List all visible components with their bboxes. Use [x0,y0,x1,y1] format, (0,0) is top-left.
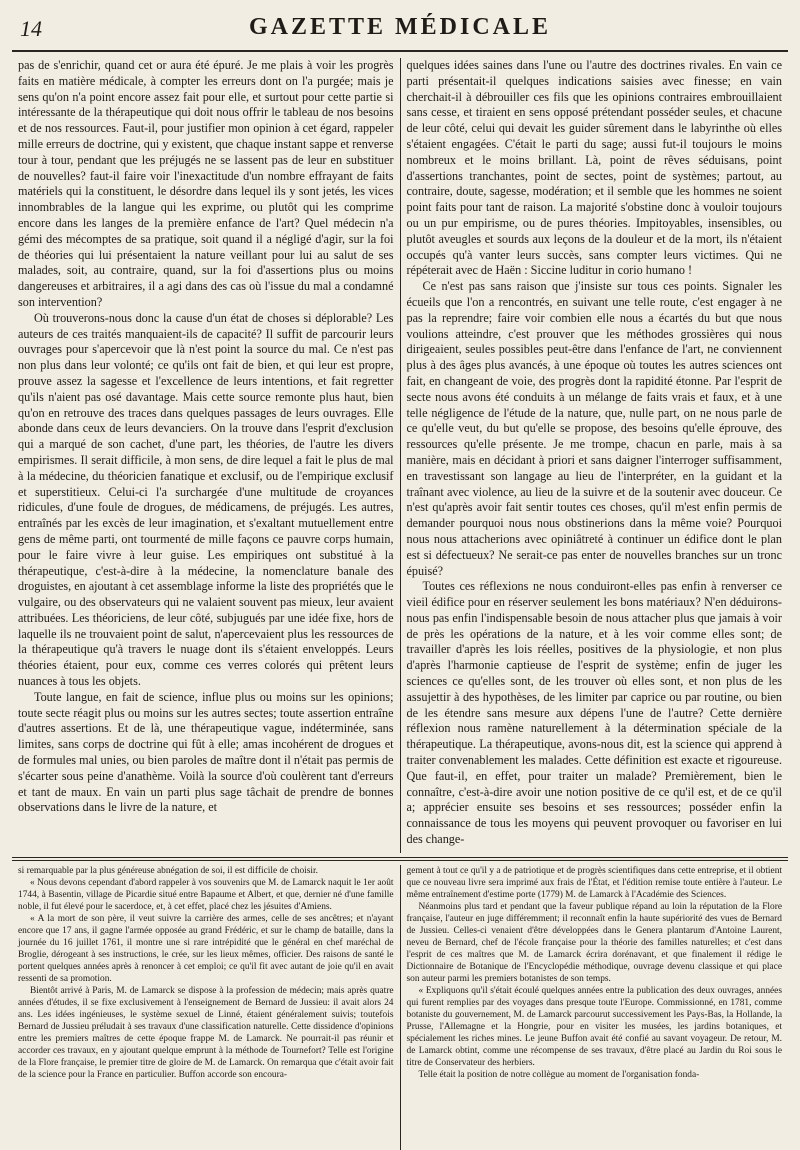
footnote-left-column [12,865,401,1150]
article-paragraph: Où trouverons-nous donc la cause d'un état de choses si déplorable? Les auteurs de ces traités manquaient-ils de capacité? Il suffit de parcourir leurs ouvrages pour s'apercevoir que là n'est point la source du mal. Ce n'est pas non plus dans leur volonté; ce qu'ils ont fait de bien, et qui leur est propre, prouve assez la sagesse et l'excellence de leurs intentions, et fait regretter qu'ils n'aient pas osé davantage. Mais cette source remonte plus haut, bien qu'on en retrouve des traces dans quelques passages de leurs ouvrages. Elle abonde dans ceux de leurs devanciers. On la trouve dans l'esprit d'exclusion qui a marqué de son cachet, d'une part, les théories, de l'autre les divers empirismes. Il serait difficile, à mon sens, de dire lequel a fait le plus de mal à la médecine, du théoricien fanatique et exclusif, ou de l'empirique exclusif et superstitieux. Celui-ci l'a surchargée d'une multitude de croyances ridicules, d'une foule de drogues, de médicamens, de préjugés. Les autres, entraînés par les excès de leur imagination, et s'exaltant mutuellement entre gens de même parti, ont tourmenté de mille façons ce pauvre corps humain, pour le faire vivre à leur guise. Les empiriques ont substitué à la thérapeutique, c'est-à-dire à la médecine, la nomenclature banale des droguistes, en ajoutant à cet assemblage informe la liste des propriétés que le vulgaire, ou des observateurs qui ne valaient souvent pas mieux, leur avaient attribuées. Les théoriciens, de leur côté, subjugués par une idée fixe, hors de laquelle ils ne trouvaient point de salut, n'apercevaient plus les ressources de la thérapeutique qu'à travers le nuage dont ils s'étaient enveloppés. Leurs théories étaient, pour eux, comme ces verres colorés qui prêtent leurs nuances à tous les objets. [18,310,394,689]
footnote-right-column [401,865,789,1150]
footnote-paragraph: « Expliquons qu'il s'était écoulé quelques années entre la publication des deux ouvrages, années qui furent remplies par des voyages dans presque toute l'Europe. Commissionné, en 1781, comme botaniste du gouvernement, M. de Lamarck parcourut successivement les Pays-Bas, la Hollande, la Prusse, l'Allemagne et la Hongrie, pour en visiter les musées, les jardins botaniques, et spécialement les riches mines. Le jeune Buffon avait été confié au savant voyageur. De retour, M. de Lamarck obtint, comme une récompense de ses travaux, d'être placé au Jardin du Roi sous le titre de Conservateur des herbiers. [406,986,782,1068]
main-article [12,58,788,853]
journal-title: GAZETTE MÉDICALE [248,14,552,40]
footnote-section [12,865,788,1150]
footnote-paragraph: si remarquable par la plus généreuse abnégation de soi, il est difficile de choisir. [18,866,318,876]
footnote-paragraph: Telle était la position de notre collègue au moment de l'organisation fonda- [418,1070,700,1080]
page-number: 14 [20,16,42,41]
article-paragraph: Toutes ces réflexions ne nous conduiront-elles pas enfin à renverser ce vieil édifice pour en réserver seulement les bons matériaux? N'en déduirons-nous pas enfin l'indispensable besoin de nous attacher plus que jamais à voir de près les opérations de la nature, et à les voir comme elles sont; de travailler d'après les lois réelles, positives de la physiologie, et non plus d'après l'harmonie captieuse de l'esprit de système; enfin de juger les sciences ce qu'elles sont, de les trouver où elles sont, et non plus de les assujettir à des hypothèses, de les limiter par caprice ou par routine, ou bien de les étendre sans mesure aux dépens l'une de l'autre? Cette dernière réflexion nous ramène naturellement à la détermination spéciale de la thérapeutique. La thérapeutique, avons-nous dit, est la science qui apprend à traiter convenablement les malades. Cette définition est exacte et rigoureuse. Que faut-il, en effet, pour traiter un malade? Premièrement, bien le connaître, c'est-à-dire avoir une notion positive de ce qu'il est, et de ce qu'il a; apprécier ensuite ses besoins et ses ressources; posséder enfin la connaissance de tous les moyens qui peuvent provoquer ou favoriser en lui des change- [406,579,782,847]
article-paragraph: pas de s'enrichir, quand cet or aura été épuré. Je me plais à voir les progrès faits en matière médicale, à compter les erreurs dont on l'a purgée; mais je sens qu'on n'a point encore assez fait pour elle, et surtout pour cette partie si intéressante de la thérapeutique qui doit nous offrir le tableau de nos besoins et de nos ressources. Faut-il, pour justifier mon opinion à cet égard, rappeler mille erreurs de doctrine, qui y existent, que chaque instant sappe et renverse tour à tour, pendant que les préjugés ne se lassent pas de leur en substituer de nouvelles? faut-il faire voir l'inexactitude d'un nombre effrayant de faits matériels qui la constituent, le désordre dans lequel ils y sont jetés, les vices innombrables de la langue qui les exprime, ou plutôt qui les comprime encore dans les langes de la première enfance de l'art? Quel médecin n'a gémi des mécomptes de sa pratique, soit quand il a négligé d'agir, sur la foi de théories qui lui présentaient la nature veillant pour lui au salut de ses malades, soit, au contraire, quand, sur la foi d'assertions plus ou moins dangereuses et arbitraires, il a agi dans des cas où l'issue du mal a condamné son intervention? [18,58,394,309]
main-left-column [12,58,401,853]
article-paragraph: Ce n'est pas sans raison que j'insiste sur tous ces points. Signaler les écueils que l'on a rencontrés, en suivant une telle route, c'est engager à ne pas la reprendre; faire voir combien elle nous a écartés du but que nous voulions atteindre, c'est prouver que les méthodes grossières qui nous dirigeaient, seules possibles peut-être dans l'enfance de l'art, ne conviennent plus à des âges plus avancés, à une époque où toutes les autres sciences ont fait, en changeant de voie, des progrès dont la rapidité étonne. Par l'esprit de secte nous avons été conduits à un mélange de faits vrais et faux, et à une telle négligence de l'étude de la nature, que, nulle part, on ne nous parle de ce qu'elle veut, du but qu'elle se propose, des besoins qu'elle éprouve, des ressources qu'elle présente. Je me trompe, chacun en parle, mais à sa manière, mais en décidant à priori et sans daigner l'interroger suffisamment, en travestissant son langage au lieu de l'interpréter, en la guidant et la traînant avec violence, au lieu de la suivre et de la soutenir avec douceur. Ce n'est qu'après avoir fait sentir toutes ces choses, qu'il m'est enfin permis de demander pourquoi nous nous obstinerions dans la même voie? Pourquoi nous nous attacherions avec opiniâtreté à continuer un édifice dont le plan est si défectueux? Ne serait-ce pas enter de nouvelles branches sur un tronc épuisé? [406,279,782,578]
footnote-paragraph: Bientôt arrivé à Paris, M. de Lamarck se dispose à la profession de médecin; mais après quatre années d'études, il se fixe exclusivement à l'enseignement de Bernard de Jussieu: il avait alors 24 ans. Les idées ingénieuses, le système sexuel de Linné, étaient généralement suivis; toutefois Bernard de Jussieu préludait à ses travaux d'une classification naturelle. Cette dissidence d'opinions entre les premiers maîtres de cette époque frappe M. de Lamarck. Ne pourrait-il pas réunir et accorder ces travaux, en y ajoutant quelque emprunt à la méthode de Tournefort? Telle est l'origine de la Flore française, le premier titre de gloire de M. de Lamarck. On remarqua que c'était avoir fait de la science pour la France en particulier. Buffon accorde son encoura- [18,986,394,1080]
article-paragraph: quelques idées saines dans l'une ou l'autre des doctrines rivales. En vain ce parti présentait-il quelques indications saisies avec finesse; en vain cherchait-il à débrouiller ces fils que les opinions contraires embrouillaient sans cesse, et tiraient en sens opposé prétendant posséder seules, et chacune de leur côté, celui qui devait les guider sûrement dans le labyrinthe où elles s'étaient engagées. C'était le parti du sage; aussi fut-il toujours le moins nombreux et le moins brillant. Là, point de rêves séduisans, point d'assertions tranchantes, point de sectes, point de systèmes; partout, au contraire, doute, sagesse, modération; et il semble que les hommes ne soient point faits pour tant de raison. La majorité s'obstine donc à vouloir toujours ou un pur empirisme, ou de pures théories. Impitoyables, insensibles, ou plutôt aveugles et sourds aux leçons de la douleur et de la mort, ils n'étaient occupés qu'à vanter leurs succès, sans compter leurs victimes. Qui ne répéterait avec de Haën : Siccine luditur in corio humano ! [406,58,782,278]
article-paragraph: Toute langue, en fait de science, influe plus ou moins sur les opinions; toute secte réagit plus ou moins sur les autres sectes; toute assertion entraîne d'autres assertions. Et de là, une thérapeutique vague, indéterminée, sans limites, sans corps de doctrine qui fût à elle; amas incohérent de drogues et de formules mal unies, ou bien paroles de maître dont il n'était pas permis de s'écarter sous peine d'anathème. Voilà la source d'où coulèrent tant d'erreurs et tant de maux. En vain un parti plus sage tâchait de prendre de bonnes observations dans le livre de la nature, et [18,689,394,815]
section-divider-secondary [12,860,788,861]
page-header [12,8,788,52]
footnote-paragraph: Néanmoins plus tard et pendant que la faveur publique répand au loin la réputation de la Flore française, l'auteur en juge différemment; il reconnaît enfin la haute supériorité des vues de Bernard de Jussieu. Celles-ci venaient d'être développées dans le Genera plantarum d'Antoine Laurent, neveu de Bernard, chef de l'école française pour la théorie des familles naturelles; et c'est dans l'esprit de ces maîtres que M. de Lamarck écrira dorénavant, et que finalement il rédige le Dictionnaire de Botanique de l'Encyclopédie méthodique, ouvrage devenu classique et qui place son auteur parmi les premiers botanistes de son temps. [406,902,782,984]
footnote-paragraph: « A la mort de son père, il veut suivre la carrière des armes, celle de ses ancêtres; et n'ayant encore que 17 ans, il gagne l'armée opposée au grand Frédéric, et sur le champ de bataille, dans la journée du 16 juillet 1761, il montre une si rare intrépidité que le général en chef maréchal de Broglie, dérogeant à ses instructions, le crée, sur les lieux mêmes, officier. Des raisons de santé le portent quelques années après à renoncer à cet emploi; ce qu'il fit avec autant de joie qu'il en avait ressenti de sa promotion. [18,914,394,984]
footnote-paragraph: gement à tout ce qu'il y a de patriotique et de progrès scientifiques dans cette entreprise, et il obtient que ce nouveau livre sera imprimé aux frais de l'État, et l'édition remise toute entière à l'auteur. Le même entraînement d'estime porte (1779) M. de Lamarck à l'Académie des Sciences. [406,866,782,900]
footnote-paragraph: « Nous devons cependant d'abord rappeler à vos souvenirs que M. de Lamarck naquit le 1er août 1744, à Basentin, village de Picardie situé entre Bapaume et Albert, et que, dernier né d'une famille noble, il fut élevé pour le sacerdoce, et, à cet effet, placé chez les jésuites d'Amiens. [18,878,394,912]
main-right-column [401,58,789,853]
section-divider [12,857,788,858]
